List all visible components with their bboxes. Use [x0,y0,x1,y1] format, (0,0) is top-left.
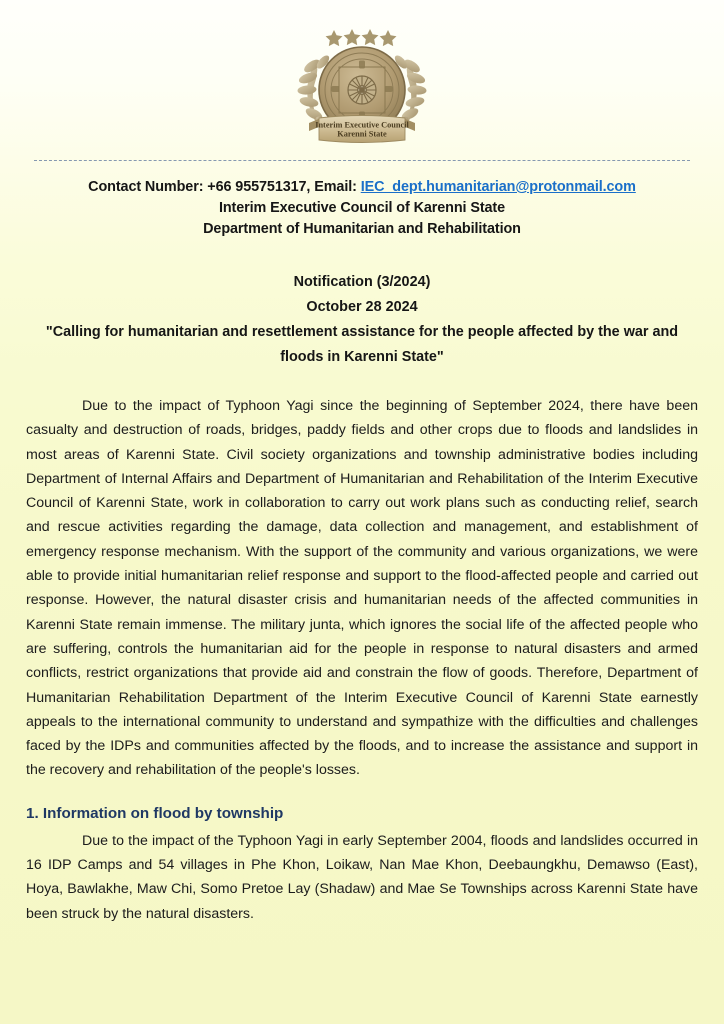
document-body [0,394,724,783]
dashed-divider [34,160,690,161]
emblem-container [0,0,724,154]
karenni-state-seal-icon [287,26,437,154]
body-paragraph-1: Due to the impact of Typhoon Yagi since the beginning of September 2024, there have been casualty and destruction of roads, bridges, paddy fields and other crops due to floods and landslides in most areas of Karenni State. Civil society organizations and township administrative bodies including Department of Internal Affairs and Department of Humanitarian and Rehabilitation of the Interim Executive Council of Karenni State, work in collaboration to carry out work plans such as conducting relief, search and rescue activities regarding the damage, data collection and management, and establishment of emergency response mechanism. With the support of the community and various organizations, we were able to provide initial humanitarian relief response and support to the flood-affected people and carried out response. However, the natural disaster crisis and humanitarian needs of the affected communities in Karenni State remain immense. The military junta, which ignores the social life of the affected people who are suffering, controls the humanitarian aid for the people in response to natural disasters and armed conflicts, restrict organizations that provide aid and constrain the flow of goods. Therefore, Department of Humanitarian Rehabilitation Department of the Interim Executive Council of Karenni State earnestly appeals to the international community to understand and sympathize with the difficulties and challenges faced by the IDPs and communities affected by the floods, and to increase the assistance and support in the recovery and rehabilitation of the people's losses. [26,398,698,779]
department-line: Department of Humanitarian and Rehabilitation [203,221,521,237]
contact-line [0,177,724,198]
seal-banner-line2: Karenni State [337,129,387,139]
email-link[interactable]: IEC_dept.humanitarian@protonmail.com [360,179,636,195]
contact-prefix-text: Contact Number: +66 955751317, Email: [88,179,361,195]
notification-subject: "Calling for humanitarian and resettlement assistance for the people affected by the war and floods in Karenni State" [45,324,679,365]
organization-line: Interim Executive Council of Karenni State [218,200,506,216]
notification-title-block [0,270,724,370]
section-1-heading: 1. Information on flood by township [26,804,284,822]
notification-date: October 28 2024 [306,299,418,315]
section-1-body [0,829,724,926]
section-1-paragraph: Due to the impact of the Typhoon Yagi in early September 2004, floods and landslides occurred in 16 IDP Camps and 54 villages in Phe Khon, Loikaw, Nan Mae Khon, Deebaungkhu, Demawso (East), Hoya, Bawlakhe, Maw Chi, Somo Pretoe Lay (Shadaw) and Mae Se Townships across Karenni State have been struck by the natural disasters. [26,832,698,922]
notification-number: Notification (3/2024) [293,274,431,290]
letterhead-header [0,177,724,240]
header-divider-wrap [0,154,724,161]
seal-banner-line1: Interim Executive Council [315,120,409,130]
